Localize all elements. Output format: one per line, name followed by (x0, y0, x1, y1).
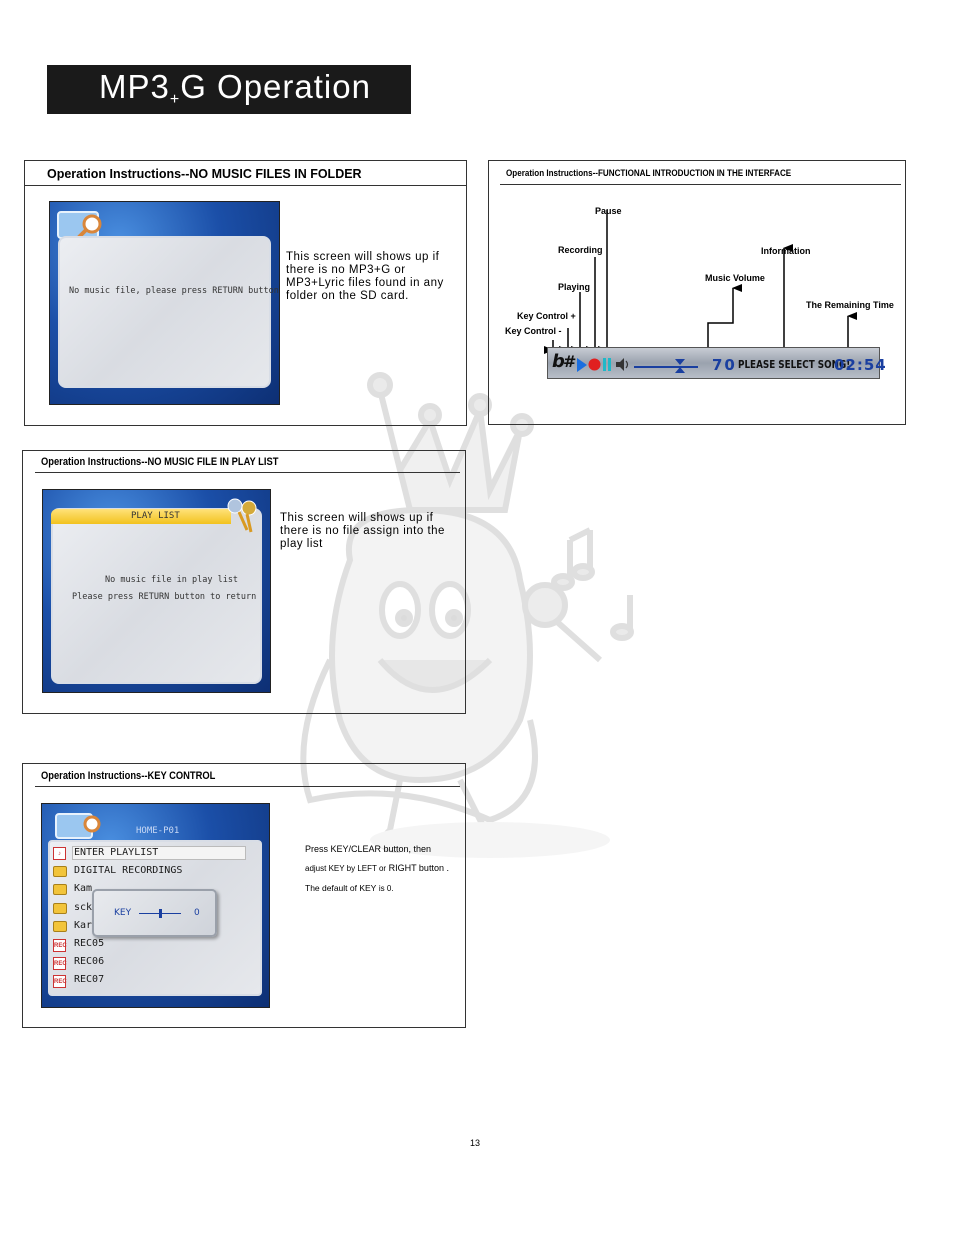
folder-search-icon (52, 808, 108, 842)
music-file-icon: ♪ (53, 847, 66, 860)
screen-message: No music file, please press RETURN button (69, 286, 279, 296)
label-pause: Pause (595, 206, 622, 216)
folder-icon (53, 903, 67, 914)
label-remaining-time: The Remaining Time (806, 300, 894, 310)
key-instruction-line3: The default of KEY is 0. (305, 883, 394, 893)
menu-item-enter-playlist[interactable]: ENTER PLAYLIST (74, 847, 159, 858)
panel-heading-functional-intro: Operation Instructions--FUNCTIONAL INTRODUCTION IN THE INTERFACE (506, 168, 792, 179)
pause-icon (603, 358, 612, 371)
key-slider-thumb[interactable] (159, 909, 162, 918)
key-instruction-line1: Press KEY/CLEAR button, then (305, 844, 432, 854)
volume-thumb (675, 359, 685, 373)
key-instruction-line2: adjust KEY by LEFT or RIGHT button . (305, 863, 449, 873)
home-header: HOME-P01 (136, 826, 180, 836)
panel-heading-no-music-playlist: Operation Instructions--NO MUSIC FILE IN PLAY LIST (41, 456, 279, 468)
menu-item-sck[interactable]: sck (74, 902, 93, 913)
title-banner (47, 65, 411, 114)
playlist-message-line1: No music file in play list (105, 575, 239, 585)
folder-icon (53, 884, 67, 895)
microphone-icon (221, 496, 265, 536)
key-flat-icon: b (552, 351, 565, 372)
label-playing: Playing (558, 282, 591, 292)
label-key-minus: Key Control - (505, 326, 562, 336)
control-bar (547, 347, 887, 379)
label-recording: Recording (558, 245, 603, 255)
folder-icon (53, 866, 67, 877)
record-icon (588, 358, 601, 371)
key-popup-value: 0 (194, 908, 200, 918)
key-sharp-icon: # (563, 352, 577, 371)
panel-heading-key-control: Operation Instructions--KEY CONTROL (41, 770, 216, 782)
volume-slider (634, 366, 698, 368)
menu-item-digital-recordings[interactable]: DIGITAL RECORDINGS (74, 865, 183, 876)
playlist-message-line2: Please press RETURN button to return (72, 592, 257, 602)
screen-key-control (41, 803, 270, 1008)
remaining-time: 02:54 (834, 356, 887, 374)
key-popup-label: KEY (114, 908, 132, 918)
speaker-icon (616, 358, 630, 371)
label-key-plus: Key Control + (517, 311, 576, 321)
playlist-screen-title: PLAY LIST (131, 511, 180, 521)
screen-no-music-folder (49, 201, 280, 405)
screen-no-music-playlist (42, 489, 271, 693)
description-no-music-playlist: This screen will shows up if there is no file assign into the play list (280, 512, 445, 550)
info-text: PLEASE SELECT SONG! (738, 358, 851, 371)
menu-item-kam[interactable]: Kam (74, 883, 93, 894)
recording-file-icon: REC (53, 975, 66, 988)
panel-heading-no-music-folder: Operation Instructions--NO MUSIC FILES IN FOLDER (47, 167, 362, 181)
recording-file-icon: REC (53, 939, 66, 952)
recording-file-icon: REC (53, 957, 66, 970)
menu-item-rec05[interactable]: REC05 (74, 938, 105, 949)
menu-item-rec06[interactable]: REC06 (74, 956, 105, 967)
menu-item-rec07[interactable]: REC07 (74, 974, 105, 985)
annotation-arrows (488, 160, 906, 425)
description-no-music-folder: This screen will shows up if there is no MP3+G or MP3+Lyric files found in any folder on the SD card. (286, 251, 444, 302)
volume-value: 70 (712, 356, 737, 374)
folder-icon (53, 921, 67, 932)
page-number: 13 (470, 1138, 481, 1148)
menu-item-kar[interactable]: Kar (74, 920, 93, 931)
key-popup (92, 889, 217, 937)
label-information: Information (761, 246, 811, 256)
label-music-volume: Music Volume (705, 273, 765, 283)
page-title: $MP3_+G$ Operation (99, 68, 371, 108)
play-icon (577, 358, 587, 372)
